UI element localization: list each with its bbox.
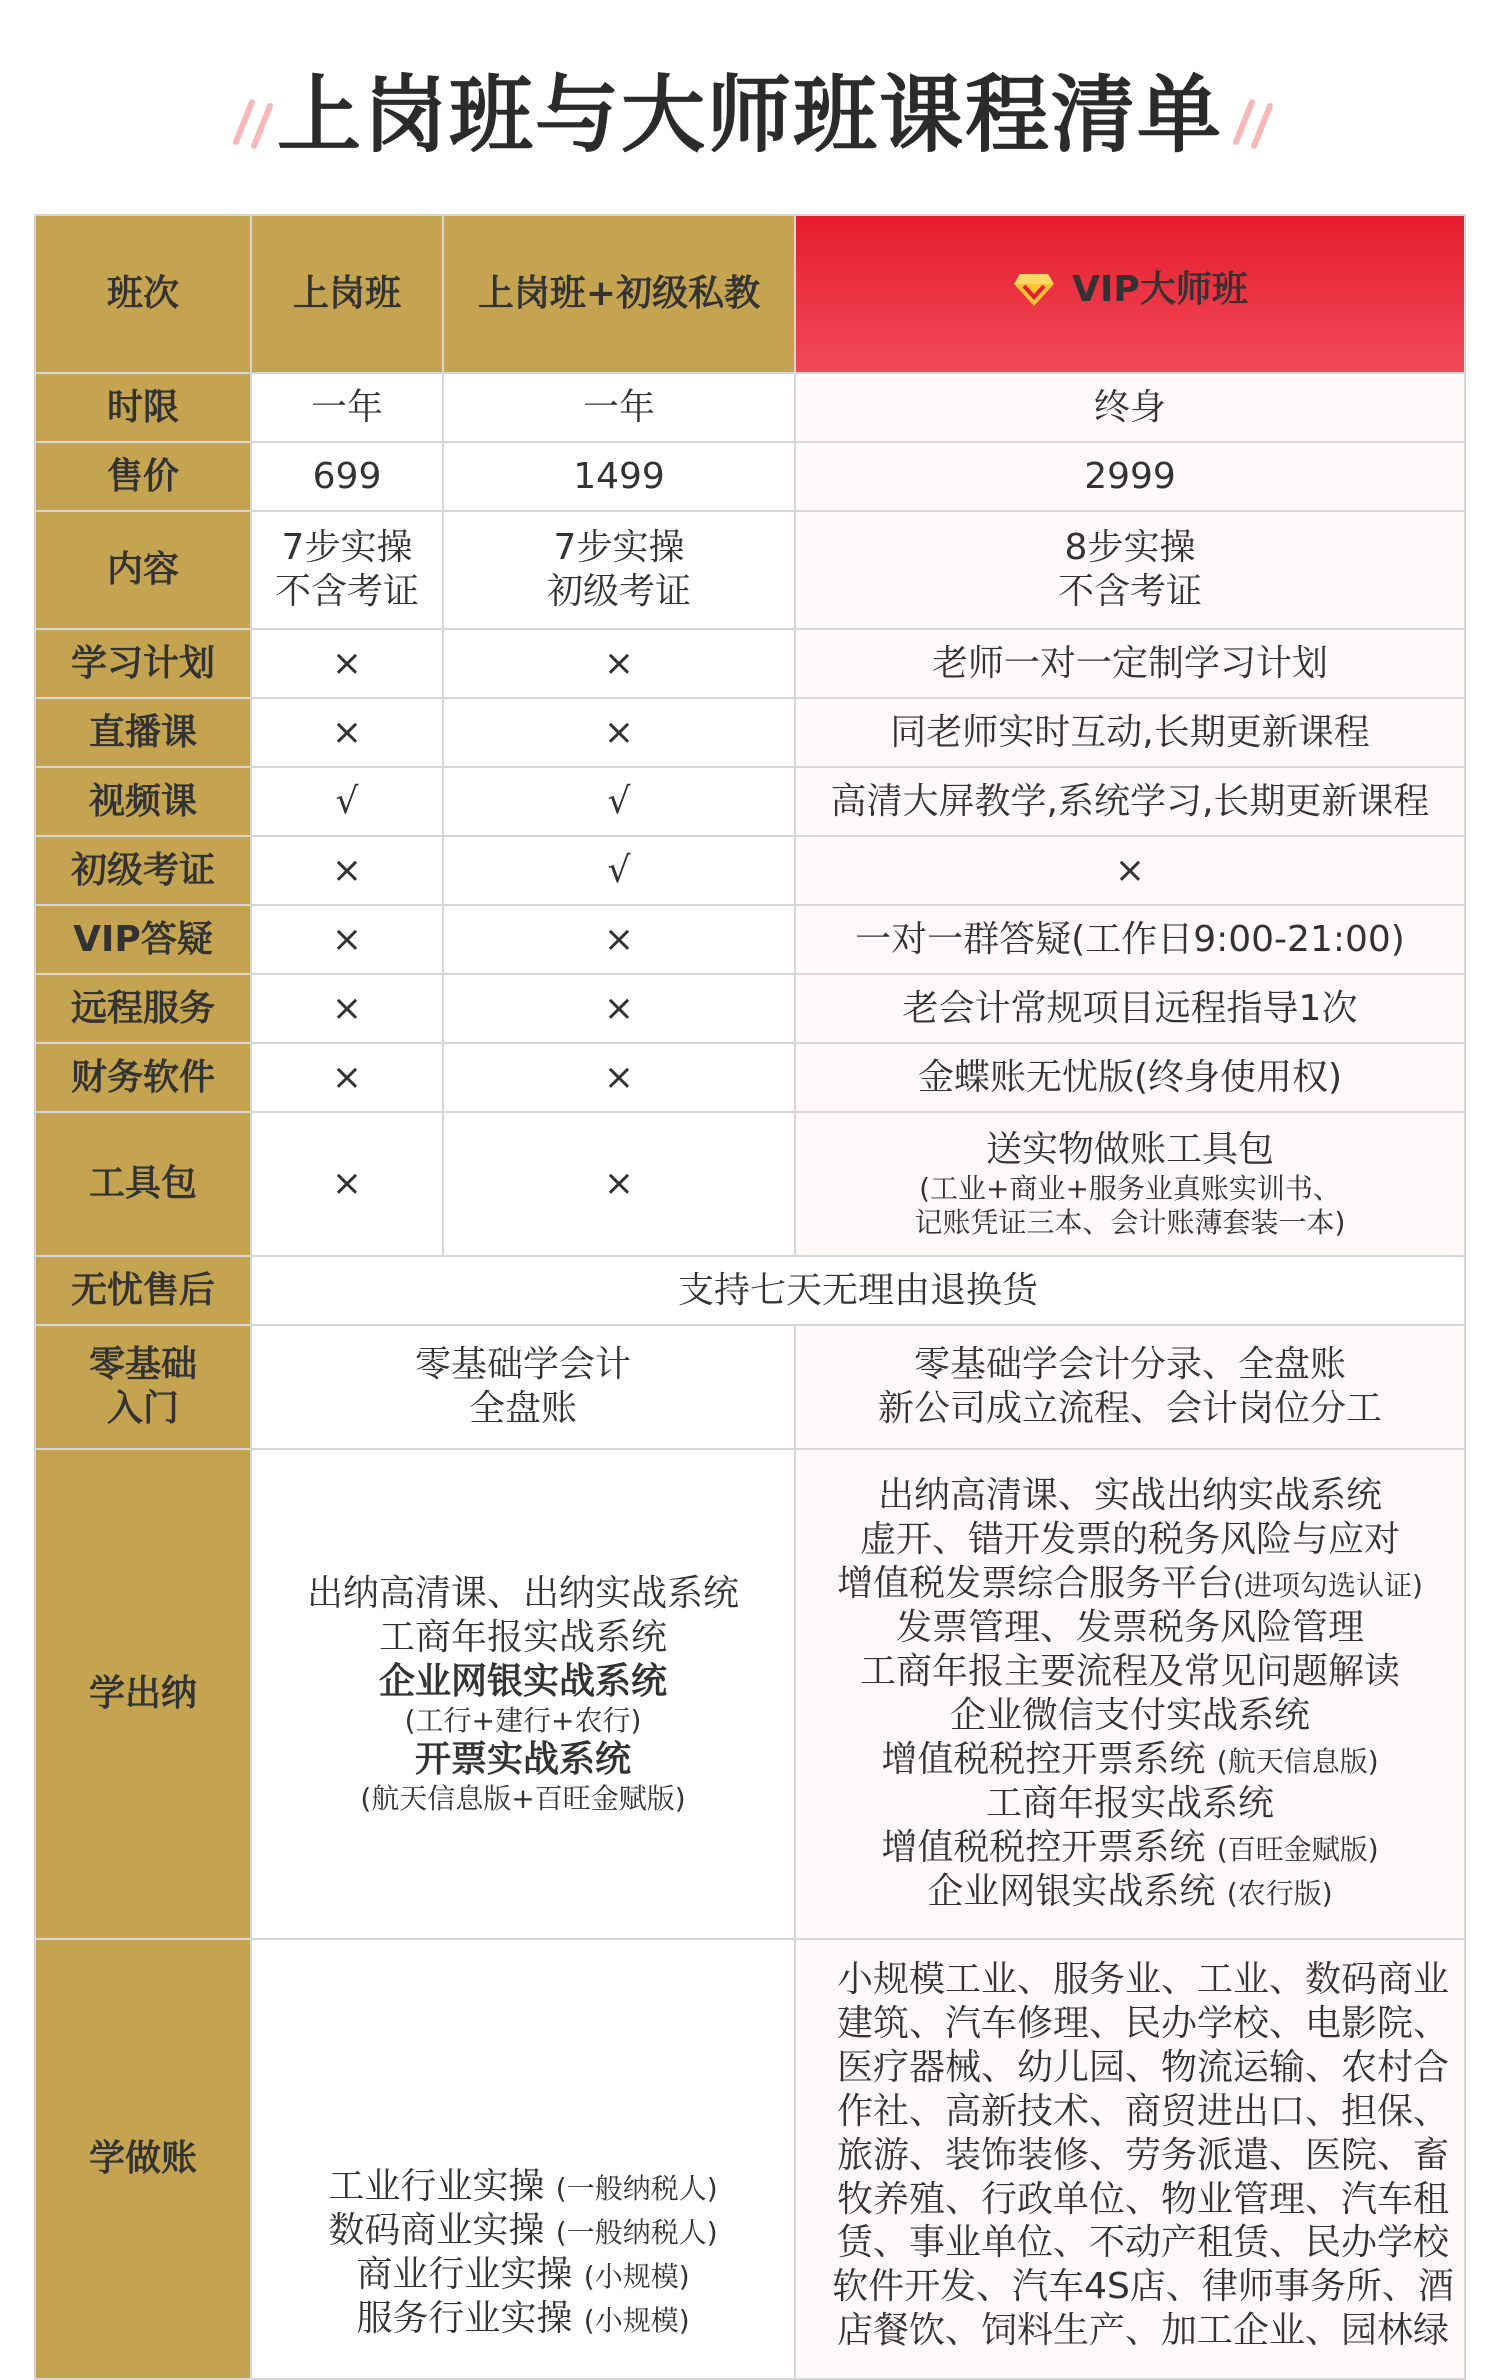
cell-note: (小规模): [583, 2303, 690, 2337]
cell: [443, 511, 795, 629]
cell-line: [796, 1870, 1464, 1914]
row-label-live: 直播课: [35, 698, 251, 767]
row-label-bookkeeping: 学做账: [35, 1939, 251, 2379]
table-row: [35, 836, 1465, 905]
cell: 高清大屏教学,系统学习,长期更新课程: [795, 767, 1465, 836]
cell-text: 企业网银实战系统: [927, 1870, 1216, 1912]
cell-note: (进项勾选认证): [1233, 1569, 1423, 1603]
table-row: [35, 1449, 1465, 1939]
row-label-duration: 时限: [35, 373, 251, 442]
header-col-vip: [795, 215, 1465, 373]
row-label-junior-cert: 初级考证: [35, 836, 251, 905]
cell-line: 工商年报实战系统: [985, 1782, 1274, 1824]
cell-text: 服务行业实操: [356, 2297, 573, 2339]
table-row: [35, 698, 1465, 767]
vip-title-label: VIP大师班: [1072, 268, 1248, 310]
cell: [795, 511, 1465, 629]
cell-line: [252, 2165, 794, 2209]
cell-line: 牧养殖、行政单位、物业管理、汽车租: [836, 2178, 1449, 2220]
check-icon: √: [443, 836, 795, 905]
cross-icon: ×: [443, 629, 795, 698]
cell: 终身: [795, 373, 1465, 442]
cell-line: [796, 1738, 1464, 1782]
table-row: [35, 1043, 1465, 1112]
label-line: 零基础: [88, 1344, 197, 1386]
cell-line: 工商年报实战系统: [378, 1616, 667, 1658]
course-comparison-table: [34, 214, 1466, 2380]
cell-text: 工业行业实操: [328, 2166, 545, 2207]
cell-line: 虚开、错开发票的税务风险与应对: [859, 1519, 1400, 1561]
cross-icon: ×: [251, 1043, 443, 1112]
cell-line: 不含考证: [1057, 571, 1202, 612]
cell-line: 作社、高新技术、商贸进出口、担保、: [836, 2090, 1449, 2132]
cross-icon: ×: [251, 836, 443, 905]
cell-note: (百旺金赋版): [1216, 1832, 1379, 1866]
cell-line: 7步实操: [281, 527, 413, 569]
cell-line: [796, 1562, 1464, 1606]
cross-icon: ×: [443, 1112, 795, 1256]
cell-note: (一般纳税人): [555, 2172, 718, 2205]
cell: [251, 1325, 795, 1449]
header-label: 班次: [35, 215, 251, 373]
slash-decoration-icon: [1222, 92, 1282, 152]
cell: [795, 1449, 1465, 1939]
page-title: 上岗班与大师班课程清单: [276, 66, 1223, 164]
cell-line: 零基础学会计分录、全盘账: [913, 1344, 1346, 1386]
cell: [251, 1449, 795, 1939]
cell-line: 开票实战系统: [414, 1738, 631, 1780]
cell-line: 新公司成立流程、会计岗位分工: [877, 1388, 1382, 1429]
cell-note: (农行版): [1226, 1876, 1333, 1910]
row-label-vip-qa: VIP答疑: [35, 905, 251, 974]
cell-line: 出纳高清课、实战出纳实战系统: [877, 1475, 1382, 1517]
check-icon: √: [443, 767, 795, 836]
cross-icon: ×: [795, 836, 1465, 905]
cell-note: 记账凭证三本、会计账薄套装一本): [914, 1205, 1346, 1239]
cell-line: 企业微信支付实战系统: [949, 1695, 1310, 1736]
row-label-content: 内容: [35, 511, 251, 629]
label-line: 入门: [106, 1388, 179, 1429]
cross-icon: ×: [443, 698, 795, 767]
cell: 同老师实时互动,长期更新课程: [795, 698, 1465, 767]
table-row: [35, 1325, 1465, 1449]
row-label-basics: [35, 1325, 251, 1449]
table-row: [35, 629, 1465, 698]
cross-icon: ×: [443, 974, 795, 1043]
cell-line: 送实物做账工具包: [985, 1128, 1274, 1170]
row-label-after-sale: 无忧售后: [35, 1256, 251, 1325]
table-row: [35, 511, 1465, 629]
cell-line: 旅游、装饰装修、劳务派遣、医院、畜: [836, 2134, 1449, 2176]
table-row: [35, 373, 1465, 442]
table-row: [35, 442, 1465, 511]
table-row: [35, 905, 1465, 974]
cell: 一年: [251, 373, 443, 442]
row-label-cashier: 学出纳: [35, 1449, 251, 1939]
cell: 1499: [443, 442, 795, 511]
cell: 金蝶账无忧版(终身使用权): [795, 1043, 1465, 1112]
cell-line: 零基础学会计: [414, 1344, 631, 1386]
table-row: [35, 767, 1465, 836]
cell: [795, 1112, 1465, 1256]
cross-icon: ×: [251, 905, 443, 974]
row-label-price: 售价: [35, 442, 251, 511]
row-label-remote: 远程服务: [35, 974, 251, 1043]
row-label-toolkit: 工具包: [35, 1112, 251, 1256]
cell: 699: [251, 442, 443, 511]
cell: 2999: [795, 442, 1465, 511]
check-icon: √: [251, 767, 443, 836]
cell-text: 数码商业实操: [328, 2209, 545, 2251]
cell-line: 初级考证: [546, 571, 691, 612]
cell-text: 增值税税控开票系统: [881, 1826, 1206, 1868]
cell-note: (小规模): [583, 2259, 690, 2293]
cell-line: 工商年报主要流程及常见问题解读: [859, 1651, 1400, 1693]
cell-line: 出纳高清课、出纳实战系统: [306, 1573, 739, 1615]
header-col-basic-plus: 上岗班+初级私教: [443, 215, 795, 373]
cell-text: 增值税发票综合服务平台: [837, 1563, 1234, 1605]
cell: 一对一群答疑(工作日9:00-21:00): [795, 905, 1465, 974]
cross-icon: ×: [251, 698, 443, 767]
cell-line: 赁、事业单位、不动产租赁、民办学校: [836, 2222, 1449, 2264]
table-header-row: [35, 215, 1465, 373]
cell-line: 店餐饮、饲料生产、加工企业、园林绿: [836, 2310, 1449, 2352]
cell-line: 发票管理、发票税务风险管理: [895, 1607, 1364, 1649]
cross-icon: ×: [443, 905, 795, 974]
cell-line: 企业网银实战系统: [378, 1660, 667, 1702]
cell-note: (工业+商业+服务业真账实训书、: [919, 1171, 1341, 1205]
diamond-icon: [1012, 270, 1056, 310]
cell-note: (航天信息版): [1216, 1744, 1379, 1778]
cell-text: 商业行业实操: [356, 2253, 573, 2295]
cell: 老会计常规项目远程指导1次: [795, 974, 1465, 1043]
cell-line: 不含考证: [274, 571, 419, 612]
row-label-study-plan: 学习计划: [35, 629, 251, 698]
cross-icon: ×: [251, 629, 443, 698]
cell-line: 建筑、汽车修理、民办学校、电影院、: [836, 2002, 1449, 2044]
cross-icon: ×: [251, 1112, 443, 1256]
cell: [795, 1325, 1465, 1449]
cell: 一年: [443, 373, 795, 442]
row-label-video: 视频课: [35, 767, 251, 836]
cell: 老师一对一定制学习计划: [795, 629, 1465, 698]
cell-line: 医疗器械、幼儿园、物流运输、农村合: [836, 2046, 1449, 2088]
cell-text: 增值税税控开票系统: [881, 1738, 1206, 1780]
cell: 支持七天无理由退换货: [251, 1256, 1465, 1325]
cell-line: 软件开发、汽车4S店、律师事务所、酒: [832, 2266, 1454, 2308]
table-row: [35, 1112, 1465, 1256]
cell-note: (航天信息版+百旺金赋版): [360, 1781, 686, 1815]
cell-line: [252, 2253, 794, 2297]
table-row: [35, 974, 1465, 1043]
cell-note: (一般纳税人): [555, 2215, 718, 2249]
cell-line: [796, 1826, 1464, 1870]
cell: [251, 1939, 795, 2379]
row-label-software: 财务软件: [35, 1043, 251, 1112]
cell-line: [252, 2297, 794, 2341]
cell: [795, 1939, 1465, 2379]
table-row: [35, 1256, 1465, 1325]
header-col-basic: 上岗班: [251, 215, 443, 373]
cross-icon: ×: [443, 1043, 795, 1112]
cell-line: [252, 2209, 794, 2253]
title-area: [0, 0, 1500, 205]
cross-icon: ×: [251, 974, 443, 1043]
cell: [251, 511, 443, 629]
cell-line: 小规模工业、服务业、工业、数码商业: [836, 1959, 1449, 2000]
cell-line: 7步实操: [553, 527, 685, 569]
cell-line: 8步实操: [1064, 527, 1196, 569]
table-row: [35, 1939, 1465, 2379]
cell-line: 全盘账: [468, 1388, 577, 1429]
cell-note: (工行+建行+农行): [404, 1703, 642, 1737]
